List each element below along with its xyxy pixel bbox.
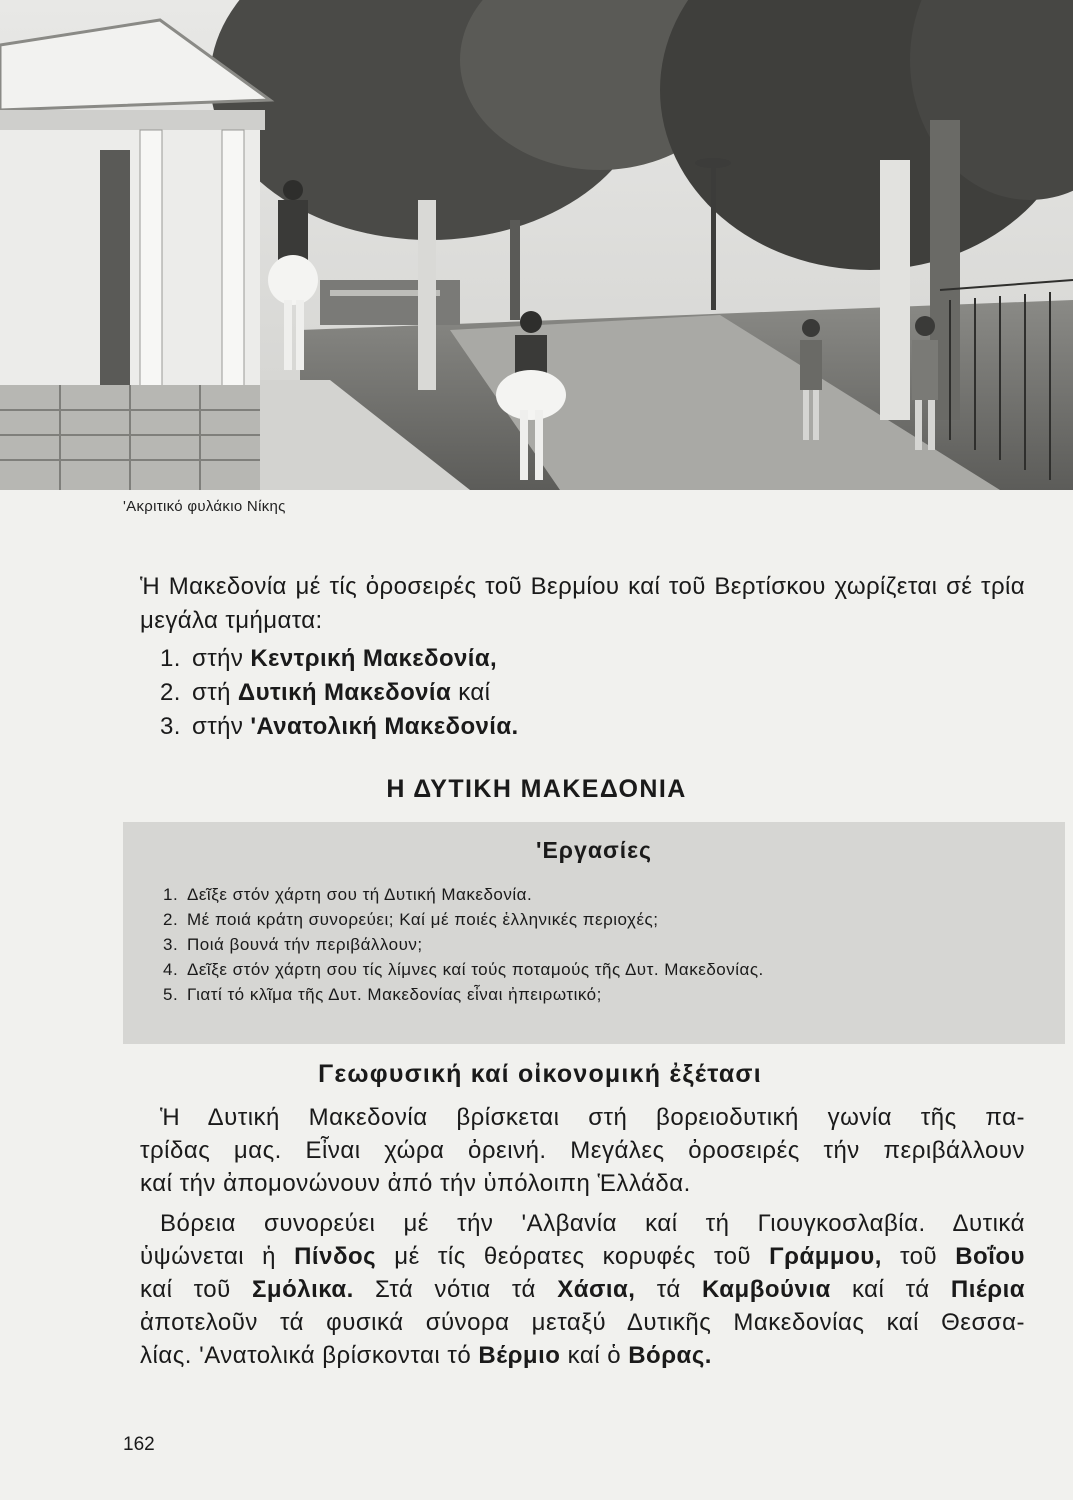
exercise-text: Δεῖξε στόν χάρτη σου τίς λίμνες καί τούς ποταμούς τῆς Δυτ. Μακεδονίας. xyxy=(187,960,764,979)
list-item xyxy=(160,642,519,676)
item-text: στήν xyxy=(192,713,251,740)
text-line: καί τήν ἀπομονώνουν ἀπό τήν ὑπόλοιπη Ἑλλάδα. xyxy=(140,1170,691,1197)
regions-list xyxy=(160,642,519,744)
text-line: καί τοῦ Σμόλικα. Στά νότια τά Χάσια, τά Καμβούνια καί τά Πιέρια xyxy=(140,1276,1025,1303)
text-line: λίας. 'Ανατολικά βρίσκονται τό Βέρμιο καί ὁ Βόρας. xyxy=(140,1342,712,1369)
item-bold: 'Ανατολική Μακεδονία. xyxy=(250,713,519,740)
exercise-number: 5. xyxy=(163,985,179,1004)
mountain-kamvounia: Καμβούνια xyxy=(701,1276,831,1303)
text-line: Ἡ Δυτική Μακεδονία βρίσκεται στή βορειοδυτική γωνία τῆς πα- xyxy=(160,1104,1025,1131)
mountain-vermio: Βέρμιο xyxy=(478,1342,561,1369)
list-item xyxy=(160,710,519,744)
item-bold: Κεντρική Μακεδονία, xyxy=(250,645,498,672)
item-text: στήν xyxy=(192,645,251,672)
mountain-chasia: Χάσια, xyxy=(557,1276,636,1303)
subsection-title: Γεωφυσική καί οἰκονομική ἐξέτασι xyxy=(318,1060,762,1088)
mountain-voio: Βοΐου xyxy=(955,1243,1026,1270)
item-number: 2. xyxy=(160,679,181,706)
geography-paragraph-1 xyxy=(140,1101,1025,1200)
item-text: καί xyxy=(451,679,491,706)
list-item xyxy=(163,932,764,957)
exercise-text: Γιατί τό κλῖμα τῆς Δυτ. Μακεδονίας εἶναι ἠπειρωτικό; xyxy=(187,985,602,1004)
mountain-smolikas: Σμόλικα. xyxy=(252,1276,354,1303)
intro-paragraph: Ἡ Μακεδονία μέ τίς ὀροσειρές τοῦ Βερμίου καί τοῦ Βερτίσκου χωρίζεται σέ τρία μεγάλα τμήματα: xyxy=(140,573,1025,634)
mountain-grammos: Γράμμου, xyxy=(769,1243,882,1270)
list-item xyxy=(163,957,764,982)
mountain-pindos: Πίνδος xyxy=(294,1243,377,1270)
text-line: ὑψώνεται ἡ Πίνδος μέ τίς θεόρατες κορυφές τοῦ Γράμμου, τοῦ Βοΐου xyxy=(140,1243,1026,1270)
exercise-text: Δεῖξε στόν χάρτη σου τή Δυτική Μακεδονία. xyxy=(187,885,533,904)
photo-caption: 'Ακριτικό φυλάκιο Νίκης xyxy=(123,498,286,515)
exercise-number: 3. xyxy=(163,935,179,954)
text-line: ἀποτελοῦν τά φυσικά σύνορα μεταξύ Δυτικῆς Μακεδονίας καί Θεσσα- xyxy=(140,1309,1025,1336)
exercise-number: 4. xyxy=(163,960,179,979)
item-number: 3. xyxy=(160,713,181,740)
exercise-text: Μέ ποιά κράτη συνορεύει; Καί μέ ποιές ἑλληνικές περιοχές; xyxy=(187,910,659,929)
text-line: Βόρεια συνορεύει μέ τήν 'Αλβανία καί τή Γιουγκοσλαβία. Δυτικά xyxy=(160,1210,1025,1237)
section-title: Η ΔΥΤΙΚΗ ΜΑΚΕΔΟΝΙΑ xyxy=(386,775,687,803)
exercises-title: 'Εργασίες xyxy=(536,837,652,863)
exercise-number: 1. xyxy=(163,885,179,904)
guard-post-photo xyxy=(0,0,1073,490)
list-item xyxy=(160,676,519,710)
exercise-number: 2. xyxy=(163,910,179,929)
list-item xyxy=(163,907,764,932)
exercises-box xyxy=(123,822,1065,1044)
page-number: 162 xyxy=(123,1434,155,1455)
mountain-voras: Βόρας. xyxy=(628,1342,712,1369)
list-item xyxy=(163,982,764,1007)
item-number: 1. xyxy=(160,645,181,672)
item-text: στή xyxy=(192,679,238,706)
mountain-pieria: Πιέρια xyxy=(950,1276,1025,1303)
text-line: τρίδας μας. Εἶναι χώρα ὀρεινή. Μεγάλες ὀροσειρές τήν περιβάλλουν xyxy=(140,1137,1025,1164)
exercise-text: Ποιά βουνά τήν περιβάλλουν; xyxy=(187,935,423,954)
list-item xyxy=(163,882,764,907)
item-bold: Δυτική Μακεδονία xyxy=(237,679,452,706)
exercises-list xyxy=(163,882,764,1007)
geography-paragraph-2 xyxy=(140,1207,1026,1372)
